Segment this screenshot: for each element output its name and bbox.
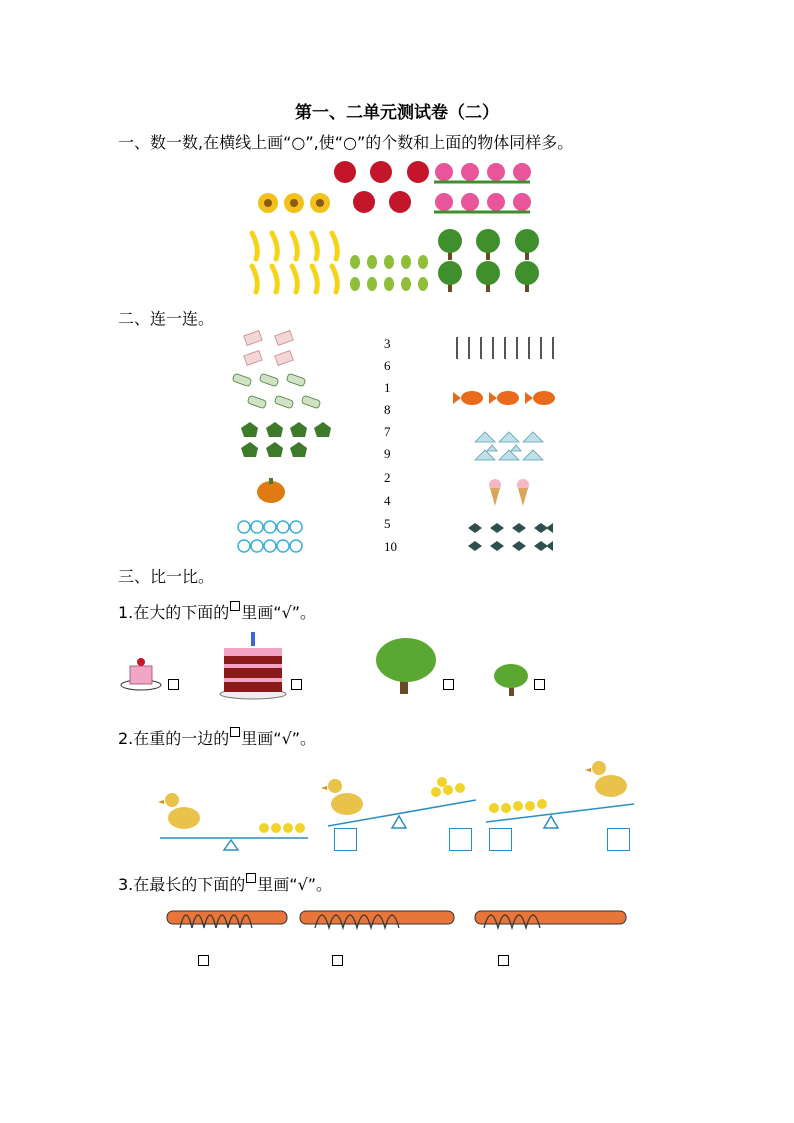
question3-prefix: 3.在最长的下面的 (118, 875, 246, 894)
section2-heading: 二、连一连。 (118, 309, 215, 328)
number-item[interactable]: 2 (384, 470, 391, 485)
question2-prefix: 2.在重的一边的 (118, 729, 230, 748)
page-title: 第一、二单元测试卷（二） (295, 103, 499, 123)
answer-checkbox-rope-2[interactable] (332, 955, 343, 966)
number-item[interactable]: 5 (384, 516, 391, 531)
number-item[interactable]: 9 (384, 446, 391, 461)
number-item[interactable]: 1 (384, 380, 391, 395)
question3-suffix: 里画“√”。 (257, 875, 333, 894)
section1-heading: 一、数一数,在横线上画“○”,使“○”的个数和上面的物体同样多。 (118, 133, 574, 152)
rope-2 (300, 911, 454, 928)
section3-heading: 三、比一比。 (118, 567, 215, 586)
question1-suffix: 里画“√”。 (241, 603, 317, 622)
question2-suffix: 里画“√”。 (241, 729, 317, 748)
rope-3 (475, 911, 626, 928)
rope-1 (167, 911, 287, 928)
number-item[interactable]: 8 (384, 402, 391, 417)
answer-checkbox-rope-3[interactable] (498, 955, 509, 966)
question1-prefix: 1.在大的下面的 (118, 603, 230, 622)
answer-checkbox-rope-1[interactable] (198, 955, 209, 966)
number-item[interactable]: 10 (384, 539, 397, 554)
number-item[interactable]: 6 (384, 358, 391, 373)
number-item[interactable]: 4 (384, 493, 391, 508)
number-item[interactable]: 3 (384, 336, 391, 351)
number-item[interactable]: 7 (384, 424, 391, 439)
